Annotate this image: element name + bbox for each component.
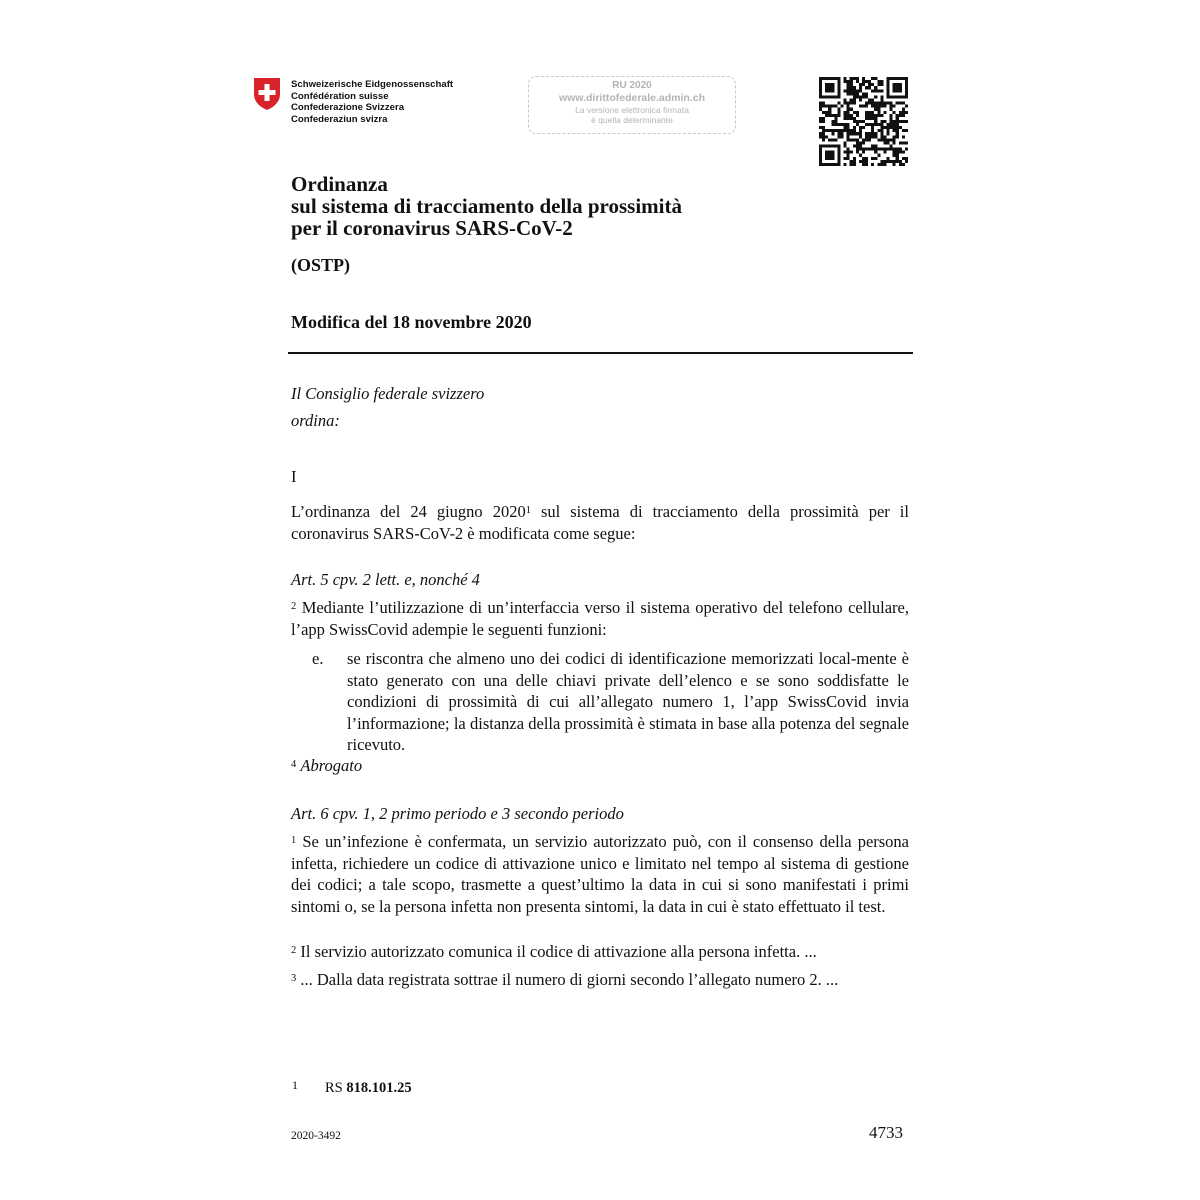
footnote-text	[325, 1080, 412, 1097]
paragraph-number: 2	[291, 601, 297, 612]
art6-paragraph-2	[291, 941, 909, 963]
swiss-crest-icon	[252, 77, 282, 111]
art5-paragraph-4	[291, 755, 362, 777]
paragraph-number: 2	[291, 945, 297, 956]
stamp-note-1: La versione elettronica firmata	[575, 105, 689, 115]
amendment-date: Modifica del 18 novembre 2020	[291, 312, 532, 332]
title-line-3: per il coronavirus SARS-CoV-2	[291, 216, 573, 240]
footnote-reference: 818.101.25	[346, 1080, 412, 1096]
art6-paragraph-1	[291, 831, 909, 917]
art6-heading: Art. 6 cpv. 1, 2 primo periodo e 3 secondo periodo	[291, 804, 624, 823]
title-line-2: sul sistema di tracciamento della prossimità	[291, 194, 683, 218]
stamp-website: www.dirittofederale.admin.ch	[558, 92, 706, 104]
confederation-name-rm: Confederaziun svizra	[291, 114, 388, 126]
footnote-ref: 1	[525, 505, 531, 516]
intro-text-end: sul sistema di tracciamento della prossimità per il coronavirus SARS-CoV-2 è modificata come segue:	[291, 502, 909, 543]
document-number: 2020-3492	[291, 1130, 341, 1142]
art5-heading: Art. 5 cpv. 2 lett. e, nonché 4	[291, 570, 480, 589]
art5-paragraph-2	[291, 597, 909, 640]
art6-p3-text: ... Dalla data registrata sottrae il numero di giorni secondo l’allegato numero 2. ...	[300, 970, 839, 989]
art5-item-e-label: e.	[312, 649, 324, 668]
title-divider	[288, 352, 913, 354]
document-title	[291, 173, 682, 239]
confederation-names	[291, 79, 453, 126]
preamble-issuer: Il Consiglio federale svizzero	[291, 384, 485, 403]
paragraph-number: 1	[291, 835, 297, 846]
page-number: 4733	[869, 1123, 903, 1142]
paragraph-number: 4	[291, 759, 297, 770]
confederation-name-de: Schweizerische Eidgenossenschaft	[291, 79, 454, 90]
art6-p2-text: Il servizio autorizzato comunica il codice di attivazione alla persona infetta. ...	[300, 942, 817, 961]
title-abbreviation: (OSTP)	[291, 255, 351, 275]
preamble-orders: ordina:	[291, 411, 340, 430]
art5-p2-text: Mediante l’utilizzazione di un’interfaccia verso il sistema operativo del telefono cellulare, l’app SwissCovid adempie le seguenti funzioni:	[291, 598, 909, 639]
intro-text-start: L’ordinanza del 24 giugno 2020	[291, 502, 526, 521]
footnote-prefix: RS	[325, 1080, 347, 1096]
art6-paragraph-3	[291, 969, 909, 991]
footnote-number: 1	[292, 1078, 298, 1092]
qr-code-icon	[819, 77, 908, 166]
art5-p4-text: Abrogato	[300, 756, 363, 775]
official-publication-stamp	[528, 76, 736, 134]
confederation-name-fr: Confédération suisse	[291, 90, 389, 102]
stamp-note-2: è quella determinante	[591, 115, 673, 125]
intro-paragraph	[291, 501, 909, 544]
stamp-collection: RU 2020	[612, 80, 652, 91]
art5-item-e-text: se riscontra che almeno uno dei codici di identificazione memorizzati local-mente è stato generato con una delle chiavi private dell’elenco e se sono soddisfatte le condizioni di prossimità di cui all’allegato numero 1, l’app SwissCovid invia l’informazione; la distanza della prossimità è stimata in base alla potenza del segnale ricevuto.	[347, 649, 909, 754]
art6-p1-text: Se un’infezione è confermata, un servizio autorizzato può, con il consenso della persona infetta, richiedere un codice di attivazione unico e limitato nel tempo al sistema di gestione dei codici; a tale scopo, trasmette a quest’ultimo la data in cui si sono manifestati i primi sintomi o, se la persona infetta non presenta sintomi, la data in cui è stato effettuato il test.	[291, 832, 910, 916]
confederation-name-it: Confederazione Svizzera	[291, 102, 405, 114]
section-number: I	[291, 467, 297, 486]
paragraph-number: 3	[291, 973, 297, 984]
title-line-1: Ordinanza	[291, 172, 388, 196]
